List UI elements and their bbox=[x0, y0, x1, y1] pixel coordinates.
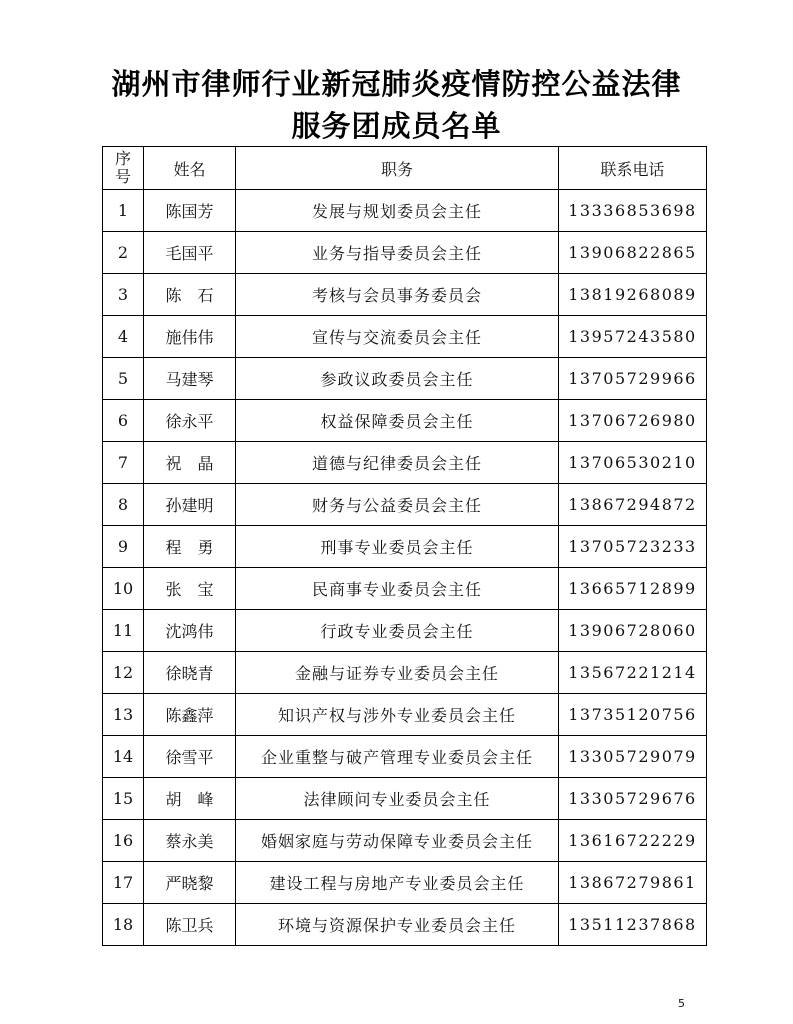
name-cell: 陈国芳 bbox=[144, 190, 236, 232]
seq-cell: 17 bbox=[103, 862, 144, 904]
seq-cell: 7 bbox=[103, 442, 144, 484]
document-title-line2: 服务团成员名单 bbox=[291, 109, 502, 143]
seq-cell: 5 bbox=[103, 358, 144, 400]
name-cell: 程 勇 bbox=[144, 526, 236, 568]
name-cell: 马建琴 bbox=[144, 358, 236, 400]
duty-cell: 婚姻家庭与劳动保障专业委员会主任 bbox=[236, 820, 559, 862]
name-cell: 沈鸿伟 bbox=[144, 610, 236, 652]
duty-cell: 参政议政委员会主任 bbox=[236, 358, 559, 400]
phone-cell: 13305729079 bbox=[559, 736, 707, 778]
seq-cell: 11 bbox=[103, 610, 144, 652]
table-row bbox=[103, 652, 707, 694]
duty-cell: 知识产权与涉外专业委员会主任 bbox=[236, 694, 559, 736]
member-roster-table bbox=[102, 146, 707, 946]
seq-cell: 9 bbox=[103, 526, 144, 568]
table-row bbox=[103, 820, 707, 862]
duty-cell: 民商事专业委员会主任 bbox=[236, 568, 559, 610]
phone-cell: 13705723233 bbox=[559, 526, 707, 568]
phone-cell: 13705729966 bbox=[559, 358, 707, 400]
phone-cell: 13819268089 bbox=[559, 274, 707, 316]
header-seq bbox=[103, 147, 144, 190]
name-cell: 施伟伟 bbox=[144, 316, 236, 358]
phone-cell: 13616722229 bbox=[559, 820, 707, 862]
phone-cell: 13305729676 bbox=[559, 778, 707, 820]
phone-cell: 13706726980 bbox=[559, 400, 707, 442]
table-row bbox=[103, 904, 707, 946]
seq-cell: 4 bbox=[103, 316, 144, 358]
table-row bbox=[103, 400, 707, 442]
name-cell: 陈 石 bbox=[144, 274, 236, 316]
duty-cell: 金融与证券专业委员会主任 bbox=[236, 652, 559, 694]
header-phone: 联系电话 bbox=[559, 147, 707, 190]
name-cell: 孙建明 bbox=[144, 484, 236, 526]
phone-cell: 13336853698 bbox=[559, 190, 707, 232]
seq-cell: 12 bbox=[103, 652, 144, 694]
table-row bbox=[103, 694, 707, 736]
table-row bbox=[103, 358, 707, 400]
seq-cell: 6 bbox=[103, 400, 144, 442]
phone-cell: 13706530210 bbox=[559, 442, 707, 484]
duty-cell: 建设工程与房地产专业委员会主任 bbox=[236, 862, 559, 904]
seq-cell: 10 bbox=[103, 568, 144, 610]
table-row bbox=[103, 232, 707, 274]
duty-cell: 刑事专业委员会主任 bbox=[236, 526, 559, 568]
table-row bbox=[103, 736, 707, 778]
seq-cell: 3 bbox=[103, 274, 144, 316]
table-row bbox=[103, 442, 707, 484]
table-header-row bbox=[103, 147, 707, 190]
duty-cell: 道德与纪律委员会主任 bbox=[236, 442, 559, 484]
duty-cell: 宣传与交流委员会主任 bbox=[236, 316, 559, 358]
table-row bbox=[103, 190, 707, 232]
name-cell: 严晓黎 bbox=[144, 862, 236, 904]
seq-cell: 13 bbox=[103, 694, 144, 736]
seq-cell: 1 bbox=[103, 190, 144, 232]
name-cell: 陈卫兵 bbox=[144, 904, 236, 946]
duty-cell: 企业重整与破产管理专业委员会主任 bbox=[236, 736, 559, 778]
header-duty: 职务 bbox=[236, 147, 559, 190]
duty-cell: 考核与会员事务委员会 bbox=[236, 274, 559, 316]
page-number: 5 bbox=[678, 997, 685, 1010]
name-cell: 蔡永美 bbox=[144, 820, 236, 862]
duty-cell: 法律顾问专业委员会主任 bbox=[236, 778, 559, 820]
phone-cell: 13511237868 bbox=[559, 904, 707, 946]
table-row bbox=[103, 316, 707, 358]
duty-cell: 业务与指导委员会主任 bbox=[236, 232, 559, 274]
duty-cell: 环境与资源保护专业委员会主任 bbox=[236, 904, 559, 946]
name-cell: 祝 晶 bbox=[144, 442, 236, 484]
name-cell: 陈鑫萍 bbox=[144, 694, 236, 736]
seq-cell: 8 bbox=[103, 484, 144, 526]
phone-cell: 13867279861 bbox=[559, 862, 707, 904]
table-row bbox=[103, 778, 707, 820]
seq-cell: 18 bbox=[103, 904, 144, 946]
phone-cell: 13906822865 bbox=[559, 232, 707, 274]
name-cell: 徐雪平 bbox=[144, 736, 236, 778]
seq-cell: 14 bbox=[103, 736, 144, 778]
duty-cell: 权益保障委员会主任 bbox=[236, 400, 559, 442]
phone-cell: 13567221214 bbox=[559, 652, 707, 694]
seq-cell: 16 bbox=[103, 820, 144, 862]
name-cell: 徐晓青 bbox=[144, 652, 236, 694]
table-row bbox=[103, 484, 707, 526]
table-row bbox=[103, 274, 707, 316]
duty-cell: 行政专业委员会主任 bbox=[236, 610, 559, 652]
name-cell: 徐永平 bbox=[144, 400, 236, 442]
table-row bbox=[103, 568, 707, 610]
seq-cell: 15 bbox=[103, 778, 144, 820]
header-name: 姓名 bbox=[144, 147, 236, 190]
phone-cell: 13665712899 bbox=[559, 568, 707, 610]
table-row bbox=[103, 610, 707, 652]
duty-cell: 财务与公益委员会主任 bbox=[236, 484, 559, 526]
table-row bbox=[103, 526, 707, 568]
phone-cell: 13957243580 bbox=[559, 316, 707, 358]
name-cell: 胡 峰 bbox=[144, 778, 236, 820]
duty-cell: 发展与规划委员会主任 bbox=[236, 190, 559, 232]
phone-cell: 13867294872 bbox=[559, 484, 707, 526]
phone-cell: 13735120756 bbox=[559, 694, 707, 736]
header-seq-top: 序 bbox=[114, 149, 131, 168]
name-cell: 张 宝 bbox=[144, 568, 236, 610]
document-title-line1: 湖州市律师行业新冠肺炎疫情防控公益法律 bbox=[111, 67, 682, 101]
roster-body bbox=[103, 147, 707, 946]
phone-cell: 13906728060 bbox=[559, 610, 707, 652]
header-seq-bottom: 号 bbox=[114, 167, 131, 186]
seq-cell: 2 bbox=[103, 232, 144, 274]
table-row bbox=[103, 862, 707, 904]
name-cell: 毛国平 bbox=[144, 232, 236, 274]
